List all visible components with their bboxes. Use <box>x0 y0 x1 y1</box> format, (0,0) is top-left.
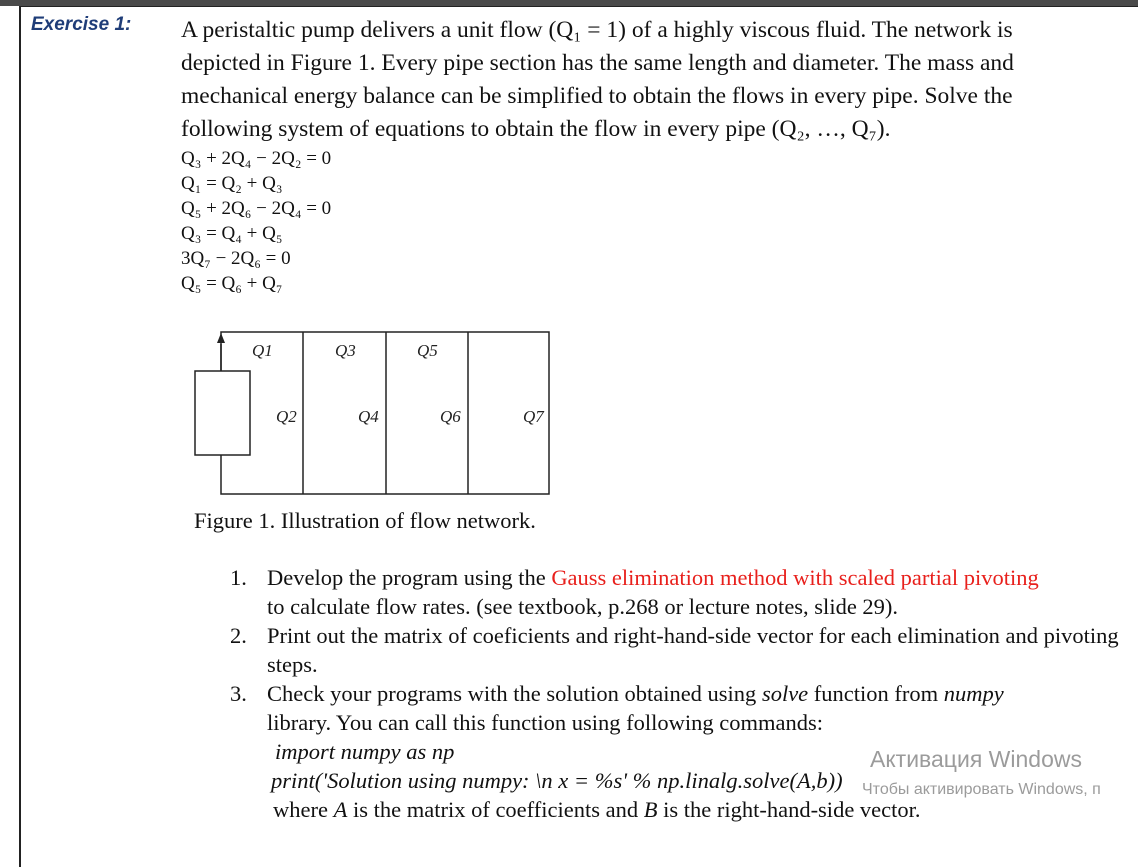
label-q3: Q3 <box>335 341 356 360</box>
task-3-where-b: is the matrix of coefficients and <box>347 797 644 822</box>
code-line-print: print('Solution using numpy: \n x = %s' % np.linalg.solve(A,b)) <box>271 768 843 793</box>
label-q6: Q6 <box>440 407 461 426</box>
label-q4: Q4 <box>358 407 379 426</box>
task-number-3: 3. <box>230 681 247 706</box>
task-3-text-a: Check your programs with the solution obtained using <box>267 681 762 706</box>
label-q5: Q5 <box>417 341 438 360</box>
task-3-text-c: library. You can call this function using following commands: <box>267 710 823 735</box>
equation-5: 3Q₇ − 2Q₆ = 0 <box>181 248 291 269</box>
label-q1: Q1 <box>252 341 273 360</box>
task-3-numpy: numpy <box>943 681 1004 706</box>
windows-activation-title: Активация Windows <box>870 746 1082 772</box>
flow-arrow-icon <box>217 333 225 343</box>
task-3-where-c: is the right-hand-side vector. <box>657 797 921 822</box>
equation-3: Q₅ + 2Q₆ − 2Q₄ = 0 <box>181 198 332 219</box>
pump-box <box>195 371 250 455</box>
task-3-text-b: function from <box>808 681 944 706</box>
flow-network-figure <box>190 330 560 500</box>
task-number-1: 1. <box>230 565 247 590</box>
task-item-1 <box>230 563 1130 621</box>
equation-6: Q₅ = Q₆ + Q₇ <box>181 273 283 294</box>
task-item-2 <box>230 621 1130 679</box>
label-q2: Q2 <box>276 407 297 426</box>
equation-4: Q₃ = Q₄ + Q₅ <box>181 223 283 244</box>
task-1-text-after: to calculate flow rates. (see textbook, p.268 or lecture notes, slide 29). <box>267 594 899 619</box>
equation-list <box>181 146 331 296</box>
task-3-var-b: B <box>643 797 658 822</box>
intro-line-2: depicted in Figure 1. Every pipe section has the same length and diameter. The mass and <box>181 50 1014 76</box>
equation-2: Q₁ = Q₂ + Q₃ <box>181 173 283 194</box>
windows-activation-subtitle: Чтобы активировать Windows, п <box>862 781 1101 798</box>
task-3-var-a: A <box>333 797 348 822</box>
code-line-import: import numpy as np <box>275 739 455 764</box>
equation-1: Q₃ + 2Q₄ − 2Q₂ = 0 <box>181 148 332 169</box>
label-q7: Q7 <box>523 407 544 426</box>
exercise-label: Exercise 1: <box>31 14 132 35</box>
task-1-text-before: Develop the program using the <box>267 565 552 590</box>
intro-line-1: A peristaltic pump delivers a unit flow (Q₁ = 1) of a highly viscous fluid. The network is <box>181 17 1013 43</box>
figure-caption: Figure 1. Illustration of flow network. <box>194 508 536 533</box>
task-3-where-line <box>267 795 1130 824</box>
task-2-text: Print out the matrix of coeficients and right-hand-side vector for each elimination and pivoting steps. <box>267 623 1119 677</box>
intro-line-3: mechanical energy balance can be simplified to obtain the flows in every pipe. Solve the <box>181 83 1013 109</box>
intro-line-4: following system of equations to obtain the flow in every pipe (Q₂, …, Q₇). <box>181 116 891 142</box>
intro-paragraph <box>181 14 1131 146</box>
task-1-highlight: Gauss elimination method with scaled partial pivoting <box>551 565 1039 590</box>
task-3-where-a: where <box>273 797 334 822</box>
task-3-solve: solve <box>761 681 809 706</box>
task-number-2: 2. <box>230 623 247 648</box>
